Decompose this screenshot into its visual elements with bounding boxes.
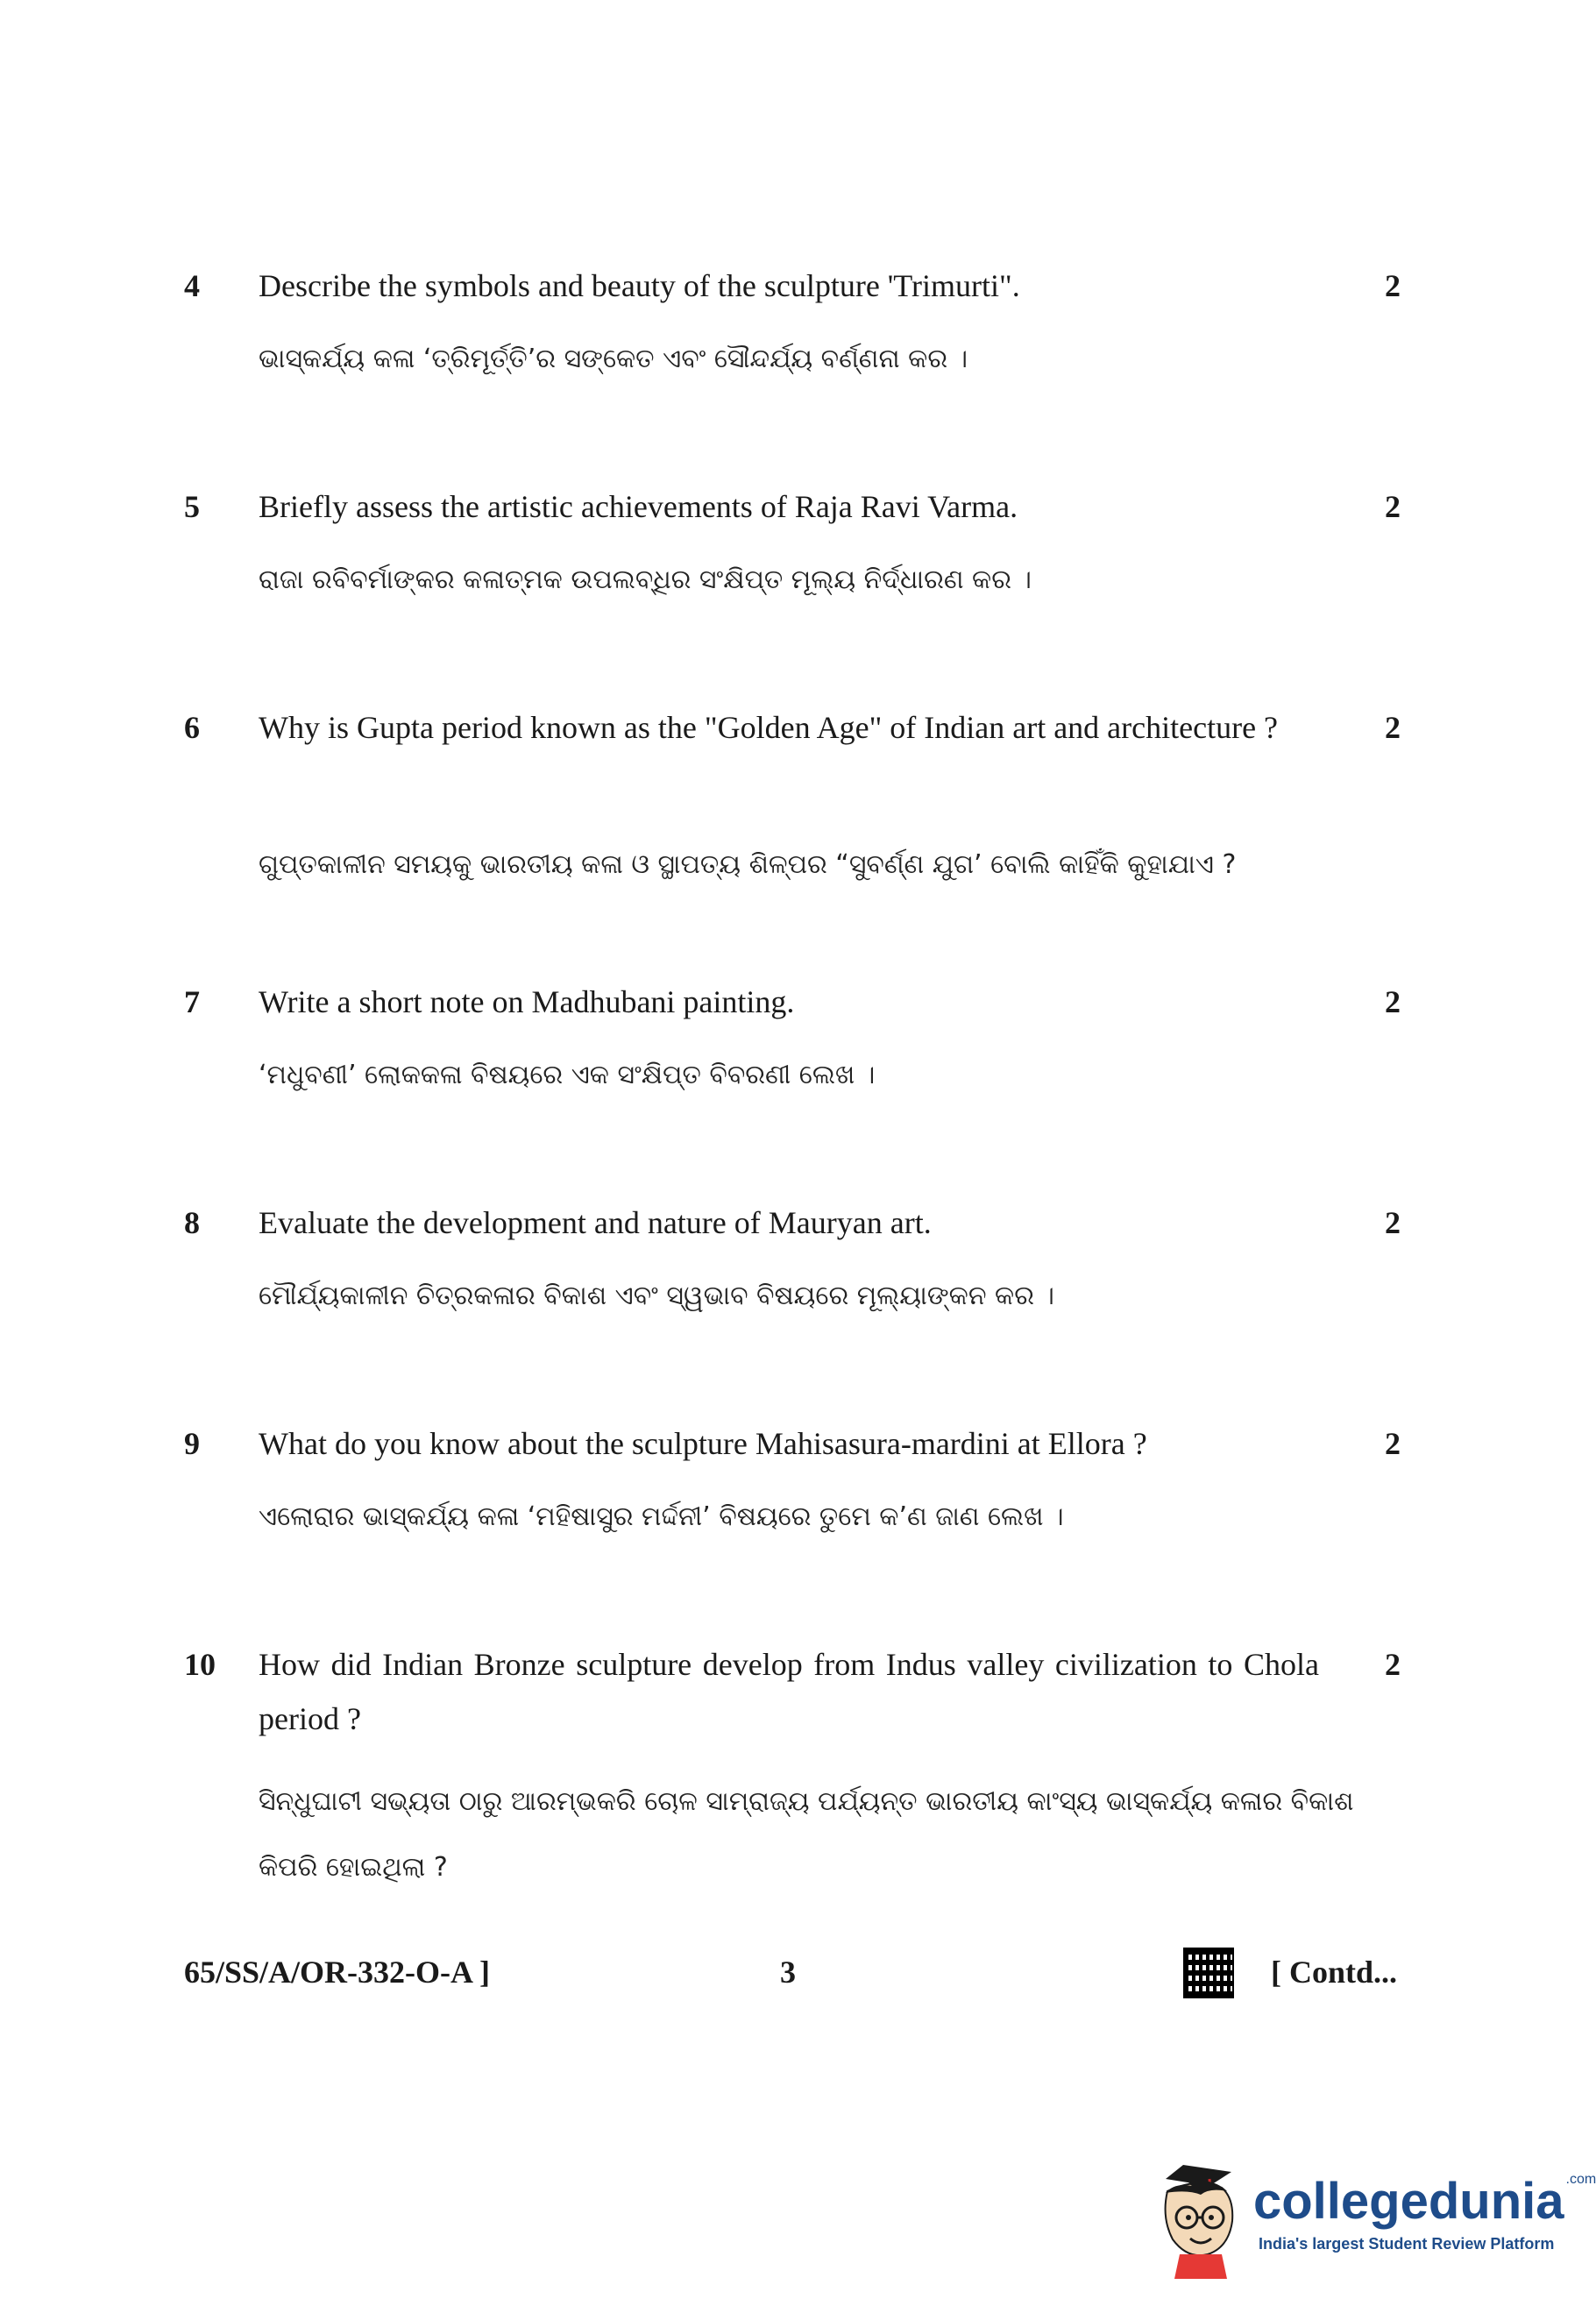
- question-marks: 2: [1385, 984, 1401, 1019]
- question-number: 7: [184, 984, 200, 1019]
- question-text-english: What do you know about the sculpture Mahisasura-mardini at Ellora ?: [259, 1426, 1147, 1461]
- question-number: 9: [184, 1426, 200, 1461]
- question-marks: 2: [1385, 710, 1401, 745]
- brand-name: collegedunia $^{.com}$: [1253, 2172, 1596, 2230]
- question-marks: 2: [1385, 1426, 1401, 1461]
- brand-tagline: India's largest Student Review Platform: [1259, 2235, 1555, 2253]
- question-text-odia: ସିନ୍ଧୁଘାଟୀ ସଭ୍ୟତା ଠାରୁ ଆରମ୍ଭକରି ଚୋଳ ସାମ୍ରାଜ୍ୟ ପର୍ଯ୍ୟନ୍ତ ଭାରତୀୟ କାଂସ୍ୟ ଭାସ୍କର୍ଯ୍ୟ କଳାର ବିକାଶ କିପରି ହୋଇଥିଲା ?: [259, 1786, 1354, 1883]
- question-marks: 2: [1385, 489, 1401, 524]
- question-number: 8: [184, 1205, 200, 1240]
- question-text-english: Evaluate the development and nature of Mauryan art.: [259, 1205, 932, 1240]
- question-text-odia: ରାଜା ରବିବର୍ମାଙ୍କର କଳାତ୍ମକ ଉପଲବ୍ଧିର ସଂକ୍ଷିପ୍ତ ମୂଲ୍ୟ ନିର୍ଦ୍ଧାରଣ କର ।: [259, 564, 1032, 595]
- question-text-odia: ଗୁପ୍ତକାଳୀନ ସମୟକୁ ଭାରତୀୟ କଳା ଓ ସ୍ଥାପତ୍ୟ ଶିଳ୍ପର “ସୁବର୍ଣ୍ଣ ଯୁଗ’ ବୋଲି କାହିଁକି କୁହାଯାଏ ?: [259, 849, 1237, 880]
- question-text-english: Briefly assess the artistic achievements of Raja Ravi Varma.: [259, 489, 1018, 524]
- question-text-odia: ‘ମଧୁବଣୀ’ ଲୋକକଳା ବିଷୟରେ ଏକ ସଂକ୍ଷିପ୍ତ ବିବରଣୀ ଲେଖ ।: [259, 1060, 876, 1090]
- question-number: 5: [184, 489, 200, 524]
- question-marks: 2: [1385, 1647, 1401, 1682]
- page-footer: [0, 1946, 1564, 1998]
- mascot-icon: [1148, 2156, 1253, 2279]
- qr-code-icon: [1183, 1948, 1234, 1998]
- question-text-odia: ମୌର୍ଯ୍ୟକାଳୀନ ଚିତ୍ରକଳାର ବିକାଶ ଏବଂ ସ୍ୱଭାବ ବିଷୟରେ ମୂଲ୍ୟାଙ୍କନ କର ।: [259, 1281, 1055, 1311]
- collegedunia-logo: [1148, 2139, 1596, 2288]
- question-text-odia: ଏଲୋରାର ଭାସ୍କର୍ଯ୍ୟ କଳା ‘ମହିଷାସୁର ମର୍ଦ୍ଦନୀ’ ବିଷୟରେ ତୁମେ କ’ଣ ଜାଣ ଲେଖ ।: [259, 1501, 1064, 1532]
- continued-label: [ Contd...: [1271, 1955, 1398, 1990]
- question-number: 4: [184, 268, 200, 303]
- question-marks: 2: [1385, 1205, 1401, 1240]
- page-number: 3: [780, 1955, 796, 1990]
- paper-code: 65/SS/A/OR-332-O-A ]: [184, 1955, 491, 1990]
- question-text-english: Why is Gupta period known as the "Golden Age" of Indian art and architecture ?: [259, 710, 1279, 745]
- question-text-odia: ଭାସ୍କର୍ଯ୍ୟ କଳା ‘ତ୍ରିମୂର୍ତ୍ତି’ର ସଙ୍କେତ ଏବଂ ସୌନ୍ଦର୍ଯ୍ୟ ବର୍ଣ୍ଣନା କର ।: [259, 344, 968, 374]
- question-text-english: Describe the symbols and beauty of the sculpture 'Trimurti".: [259, 268, 1020, 303]
- question-marks: 2: [1385, 268, 1401, 303]
- question-number: 6: [184, 710, 200, 745]
- question-number: 10: [184, 1647, 216, 1682]
- question-text-english: How did Indian Bronze sculpture develop from Indus valley civilization to Chola period ?: [259, 1647, 1319, 1736]
- question-text-english: Write a short note on Madhubani painting.: [259, 984, 795, 1019]
